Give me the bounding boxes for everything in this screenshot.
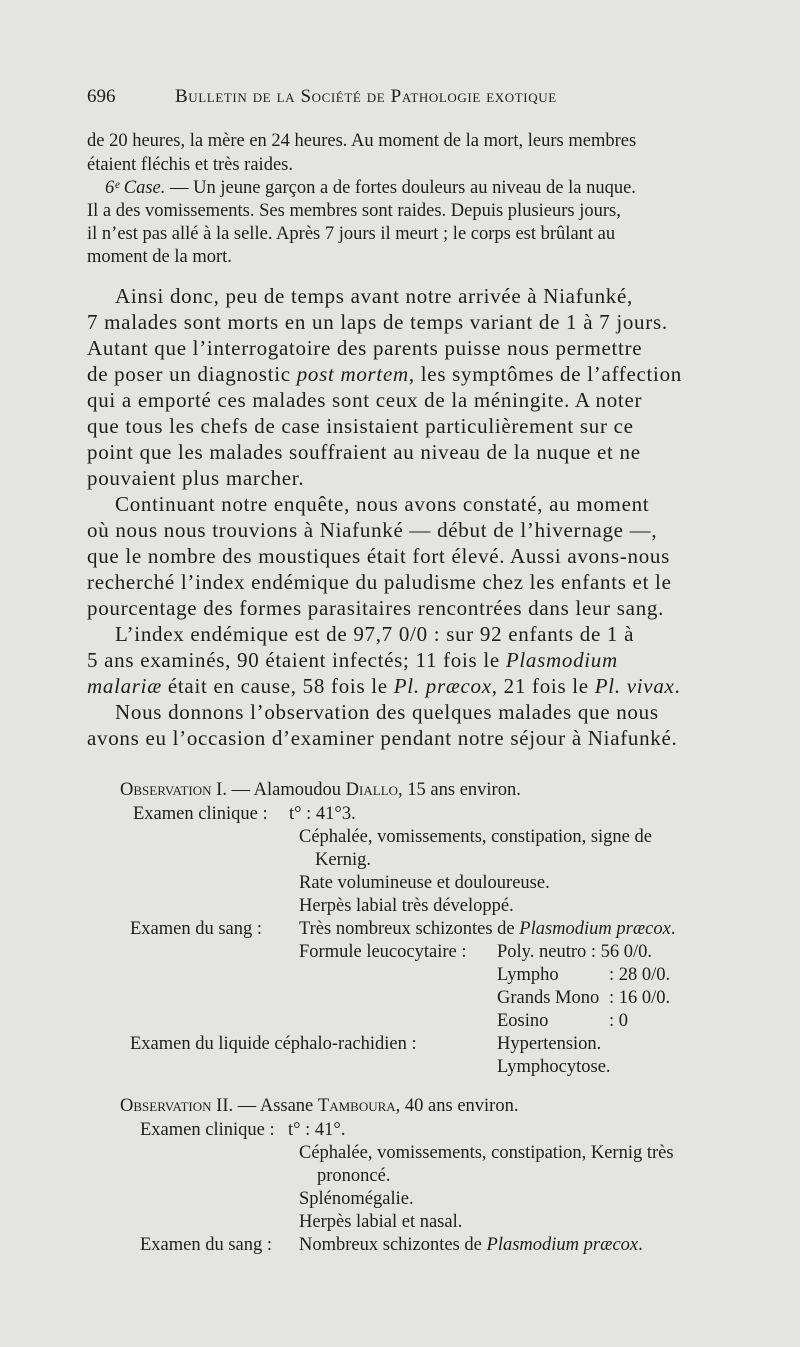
obs1-hypertension: Hypertension. <box>497 1034 602 1054</box>
para4-line-2: avons eu l’occasion d’examiner pendant notre séjour à Niafunké. <box>87 726 678 750</box>
para1-line-3: Autant que l’interrogatoire des parents puisse nous permettre <box>87 336 643 360</box>
case6-line-3: il n’est pas allé à la selle. Après 7 jours il meurt ; le corps est brûlant au <box>87 224 616 244</box>
obs1-rate: Rate volumineuse et douloureuse. <box>299 873 550 893</box>
obs1-grandsmono-label: Grands Mono <box>497 988 600 1008</box>
obs2-sang-label: Examen du sang : <box>140 1235 273 1255</box>
running-title: Bulletin de la Société de Pathologie exotique <box>175 86 557 107</box>
obs1-clinique-label: Examen clinique : <box>133 804 268 824</box>
para1-line-2: 7 malades sont morts en un laps de temps variant de 1 à 7 jours. <box>87 310 668 334</box>
obs1-sang-result: Très nombreux schizontes de Plasmodium præcox. <box>299 919 676 939</box>
obs1-eosino-label: Eosino <box>497 1011 549 1031</box>
obs2-clinique-label: Examen clinique : <box>140 1120 275 1140</box>
para2-line-1: Continuant notre enquête, nous avons constaté, au moment <box>115 492 650 516</box>
case6-line-4: moment de la mort. <box>87 247 232 267</box>
obs1-temperature: t° : 41°3. <box>289 804 356 824</box>
obs1-liquide-label: Examen du liquide céphalo-rachidien : <box>130 1034 417 1054</box>
para2-line-3: que le nombre des moustiques était fort élevé. Aussi avons-nous <box>87 544 670 568</box>
obs1-sang-label: Examen du sang : <box>130 919 263 939</box>
case5-line-1: de 20 heures, la mère en 24 heures. Au moment de la mort, leurs membres <box>87 131 637 151</box>
running-header <box>87 86 647 116</box>
obs2-herpes: Herpès labial et nasal. <box>299 1212 463 1232</box>
obs1-lympho-value: : 28 0/0. <box>609 965 671 985</box>
obs2-symptoms-line-1: Céphalée, vomissements, constipation, Kernig très <box>299 1143 674 1163</box>
case6-line-2: Il a des vomissements. Ses membres sont raides. Depuis plusieurs jours, <box>87 201 621 221</box>
para1-line-7: point que les malades souffraient au niveau de la nuque et ne <box>87 440 641 464</box>
para2-line-2: où nous nous trouvions à Niafunké — début de l’hivernage —, <box>87 518 658 542</box>
obs2-sang-result: Nombreux schizontes de Plasmodium præcox. <box>299 1235 643 1255</box>
obs1-symptoms-line-2: Kernig. <box>315 850 371 870</box>
case6-label: 6ᵉ Case. <box>105 178 166 198</box>
obs1-symptoms-line-1: Céphalée, vomissements, constipation, signe de <box>299 827 652 847</box>
para2-line-5: pourcentage des formes parasitaires rencontrées dans leur sang. <box>87 596 665 620</box>
case6-line-1: 6ᵉ Case. — Un jeune garçon a de fortes douleurs au niveau de la nuque. <box>105 178 636 198</box>
observation-2-title: Observation II. — Assane Tamboura, 40 ans environ. <box>120 1096 519 1116</box>
obs1-formule-label: Formule leucocytaire : <box>299 942 467 962</box>
page-number: 696 <box>87 86 116 107</box>
obs2-symptoms-line-2: prononcé. <box>317 1166 391 1186</box>
para1-line-1: Ainsi donc, peu de temps avant notre arrivée à Niafunké, <box>115 284 633 308</box>
obs2-temperature: t° : 41°. <box>288 1120 346 1140</box>
para3-line-1: L’index endémique est de 97,7 0/0 : sur 92 enfants de 1 à <box>115 622 635 646</box>
para1-line-4: de poser un diagnostic post mortem, les symptômes de l’affection <box>87 362 682 386</box>
para1-line-6: que tous les chefs de case insistaient particulièrement sur ce <box>87 414 634 438</box>
obs1-poly: Poly. neutro : 56 0/0. <box>497 942 653 962</box>
obs1-eosino-value: : 0 <box>609 1011 629 1031</box>
post-mortem-italic: post mortem <box>296 362 409 386</box>
observation-1-title: Observation I. — Alamoudou Diallo, 15 ans environ. <box>120 780 521 800</box>
para3-line-3: malariæ était en cause, 58 fois le Pl. præcox, 21 fois le Pl. vivax. <box>87 674 681 698</box>
obs1-lymphocytose: Lymphocytose. <box>497 1057 611 1077</box>
plasmodium-italic: Plasmodium <box>505 648 618 672</box>
para3-line-2: 5 ans examinés, 90 étaient infectés; 11 fois le Plasmodium <box>87 648 618 672</box>
para4-line-1: Nous donnons l’observation des quelques malades que nous <box>115 700 659 724</box>
obs1-grandsmono-value: : 16 0/0. <box>609 988 671 1008</box>
obs1-herpes: Herpès labial très développé. <box>299 896 514 916</box>
para2-line-4: recherché l’index endémique du paludisme chez les enfants et le <box>87 570 672 594</box>
obs1-lympho-label: Lympho <box>497 965 559 985</box>
para1-line-8: pouvaient plus marcher. <box>87 466 305 490</box>
para1-line-5: qui a emporté ces malades sont ceux de la méningite. A noter <box>87 388 643 412</box>
obs2-splenomegalie: Splénomégalie. <box>299 1189 414 1209</box>
case5-line-2: étaient fléchis et très raides. <box>87 155 293 175</box>
